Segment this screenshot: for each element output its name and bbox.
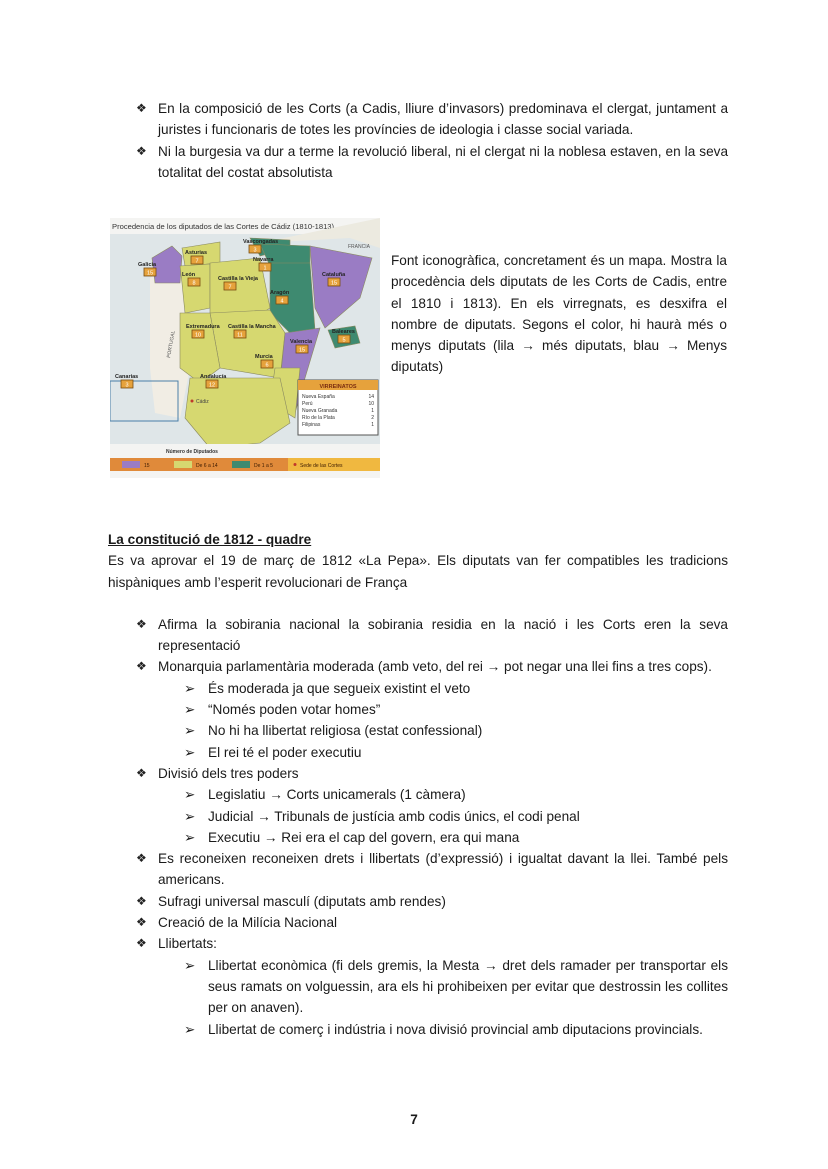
arrow-bullet-icon: ➢ <box>184 723 196 739</box>
legend-label: 15 <box>144 463 150 469</box>
sub-bullet-text: És moderada ja que segueix existint el veto <box>208 680 471 696</box>
bullet-item <box>108 848 728 891</box>
region-label: Extremadura <box>186 324 220 330</box>
bullet-text: Es reconeixen reconeixen drets i llibertats (d’expressió) i igualtat davant la llei. També pels americans. <box>158 851 728 888</box>
diamond-bullet-icon: ❖ <box>136 616 147 631</box>
diamond-bullet-icon: ❖ <box>136 936 147 951</box>
region-label: Murcia <box>255 354 273 360</box>
sub-bullet-item <box>108 827 728 848</box>
section-paragraph: Es va aprovar el 19 de març de 1812 «La Pepa». Els diputats van fer compatibles les tradicions hispàniques amb l’esperit revolucionari de França <box>108 553 728 590</box>
bullet-item <box>108 891 728 912</box>
virreinato-name: Perú <box>302 401 313 407</box>
diamond-bullet-icon: ❖ <box>136 101 147 115</box>
legend-label: De 1 a 5 <box>254 463 273 469</box>
deputies-count: 15 <box>298 347 306 354</box>
diamond-bullet-icon: ❖ <box>136 765 147 780</box>
virreinato-name: Nueva España <box>302 394 335 400</box>
region-shape <box>210 310 285 378</box>
deputies-count: 11 <box>237 332 243 339</box>
bullet-item: ❖ Ni la burgesia va dur a terme la revolució liberal, ni el clergat ni la noblesa estaven, en la seva totalitat del costat absolutista <box>108 141 728 184</box>
sub-bullet-item <box>108 678 728 699</box>
sub-bullet-item <box>108 806 728 827</box>
portugal-label: PORTUGAL <box>166 330 177 359</box>
sub-bullet-item <box>108 1019 728 1040</box>
bullet-text: Sufragi universal masculí (diputats amb rendes) <box>158 893 446 909</box>
map-caption: Font iconogràfica, concretament és un mapa. Mostra la procedència dels diputats de les Corts de Cadis, entre el 1810 i 1813). En els virregnats, es desxifra el nombre de diputats. Segons el color, hi haurà més o menys diputats (lila → més diputats, blau → Menys diputats) <box>391 253 727 375</box>
virreinato-value: 14 <box>368 394 374 400</box>
legend-label: De 6 a 14 <box>196 463 218 469</box>
virreinatos-title: VIRREINATOS <box>319 384 357 390</box>
page-number: 7 <box>410 1112 418 1127</box>
intro-bullet-list <box>108 98 728 183</box>
bullet-item: ❖ En la composició de les Corts (a Cadis, lliure d’invasors) predominava el clergat, juntament a juristes i funcionaris de totes les províncies de ideologia i classe social variada. <box>108 98 728 141</box>
deputies-count: 3 <box>125 382 129 389</box>
sub-bullet-text: Judicial → Tribunals de justícia amb codis únics, el codi penal <box>208 808 580 824</box>
region-label: León <box>182 272 196 278</box>
arrow-bullet-icon: ➢ <box>184 744 196 760</box>
bullet-text: Llibertats: <box>158 936 217 952</box>
sub-bullet-item <box>108 784 728 805</box>
section-title: La constitució de 1812 - quadre <box>108 532 312 547</box>
deputies-count: 7 <box>195 258 199 265</box>
arrow-bullet-icon: ➢ <box>184 957 196 973</box>
region-label: Aragón <box>270 290 290 296</box>
region-label: Galicia <box>138 262 157 268</box>
sub-bullet-text: Llibertat de comerç i indústria i nova divisió provincial amb diputacions provincials. <box>208 1021 703 1037</box>
deputies-count: 15 <box>146 270 154 277</box>
region-label: Navarra <box>253 257 274 263</box>
deputies-count: 12 <box>208 382 216 389</box>
deputies-count: 5 <box>342 337 346 344</box>
bullet-item <box>108 912 728 933</box>
arrow-bullet-icon: ➢ <box>184 787 196 803</box>
legend-swatch <box>122 461 140 468</box>
sub-bullet-item <box>108 720 728 741</box>
region-label: Asturias <box>185 250 208 256</box>
deputies-count: 7 <box>228 284 232 291</box>
legend-swatch <box>232 461 250 468</box>
arrow-bullet-icon: ➢ <box>184 808 196 824</box>
bullet-text: Afirma la sobirania nacional la sobirania residia en la nació i les Corts eren la seva representació <box>158 616 728 654</box>
deputies-count: 8 <box>192 280 196 287</box>
virreinato-name: Nueva Granada <box>302 408 338 414</box>
virreinato-value: 2 <box>371 415 374 421</box>
deputies-count: 3 <box>253 247 257 254</box>
cortes-cadiz-map <box>110 218 380 478</box>
legend-label: Sede de las Cortes <box>300 463 343 469</box>
region-label: Baleares <box>332 329 355 335</box>
virreinato-value: 1 <box>371 408 374 414</box>
region-label: Castilla la Mancha <box>228 324 276 330</box>
legend-title: Número de Diputados <box>166 449 218 455</box>
diamond-bullet-icon: ❖ <box>136 851 147 866</box>
diamond-bullet-icon: ❖ <box>136 893 147 908</box>
virreinato-name: Filipinas <box>302 422 321 428</box>
legend-swatch <box>294 463 297 466</box>
legend-swatch <box>174 461 192 468</box>
deputies-count: 4 <box>280 298 284 305</box>
bullet-item <box>108 763 728 784</box>
france-label: FRANCIA <box>348 244 370 250</box>
sub-bullet-text: Executiu → Rei era el cap del govern, era qui mana <box>208 829 520 845</box>
region-label: Canarias <box>115 374 139 380</box>
region-label: Cataluña <box>322 272 346 278</box>
virreinato-name: Río de la Plata <box>302 415 335 421</box>
bullet-text: Monarquia parlamentària moderada (amb veto, del rei → pot negar una llei fins a tres cops). <box>158 659 712 675</box>
arrow-bullet-icon: ➢ <box>184 680 196 696</box>
deputies-count: 6 <box>265 362 269 369</box>
constitution-bullet-list <box>108 614 728 1040</box>
sub-bullet-text: “Només poden votar homes” <box>208 702 381 718</box>
sub-bullet-item <box>108 955 728 1019</box>
diamond-bullet-icon: ❖ <box>136 659 147 674</box>
bullet-text: Creació de la Milícia Nacional <box>158 915 338 931</box>
sub-bullet-text: Llibertat econòmica (fi dels gremis, la Mesta → dret dels ramader per transportar els seus ramats on volguessin, ara els hi prohibeixen per evitar que destrossin les collites per on anaven). <box>208 957 728 1016</box>
deputies-count: 1 <box>263 265 267 272</box>
cadiz-label: Cádiz <box>196 399 209 405</box>
arrow-bullet-icon: ➢ <box>184 829 196 845</box>
map-title: Procedencia de los diputados de las Cortes de Cádiz (1810-1813) <box>112 222 335 231</box>
diamond-bullet-icon: ❖ <box>136 143 147 158</box>
deputies-count: 15 <box>330 280 338 287</box>
arrow-bullet-icon: ➢ <box>184 1021 196 1037</box>
region-label: Castilla la Vieja <box>218 276 258 282</box>
bullet-text: Divisió dels tres poders <box>158 765 299 781</box>
sub-bullet-text: No hi ha llibertat religiosa (estat confessional) <box>208 723 483 739</box>
cadiz-marker <box>191 400 194 403</box>
constitution-section <box>108 529 728 1040</box>
diamond-bullet-icon: ❖ <box>136 915 147 930</box>
sub-bullet-item <box>108 699 728 720</box>
virreinato-value: 10 <box>368 401 374 407</box>
deputies-count: 10 <box>194 332 202 339</box>
sub-bullet-item <box>108 742 728 763</box>
region-label: Andalucía <box>200 374 227 380</box>
sub-bullet-text: Legislatiu → Corts unicamerals (1 càmera) <box>208 787 466 803</box>
bullet-item <box>108 933 728 954</box>
bullet-item <box>108 614 728 657</box>
arrow-bullet-icon: ➢ <box>184 702 196 718</box>
sub-bullet-text: El rei té el poder executiu <box>208 744 362 760</box>
region-label: Vascongadas <box>243 239 279 245</box>
region-label: Valencia <box>290 339 313 345</box>
virreinato-value: 1 <box>371 422 374 428</box>
bullet-item <box>108 656 728 677</box>
